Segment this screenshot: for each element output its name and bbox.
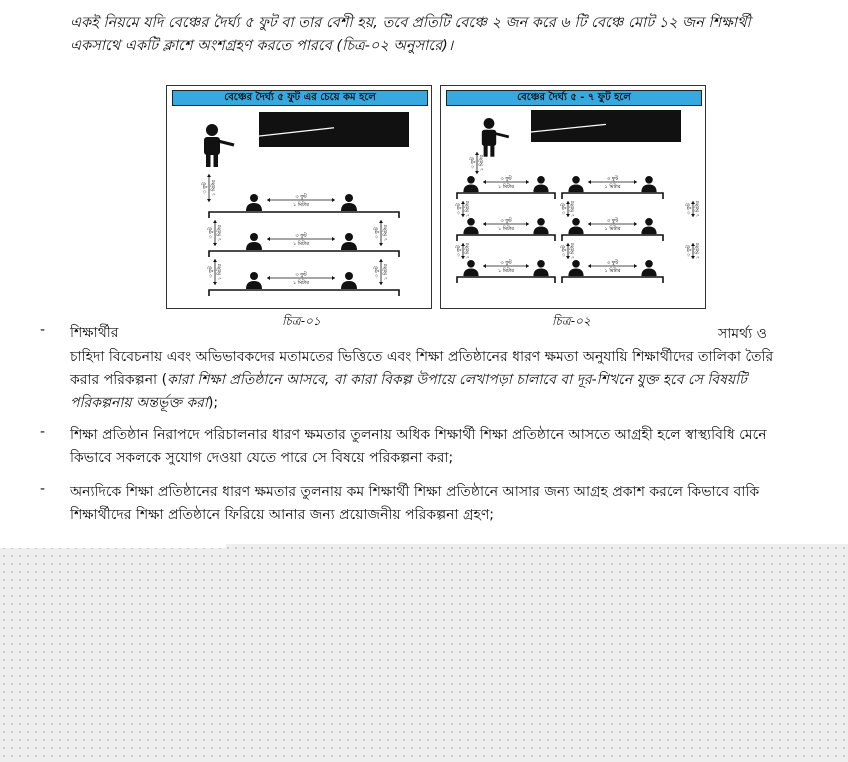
page-edge <box>0 544 226 548</box>
teacher-leg-icon <box>214 154 219 167</box>
teacher-leg-icon <box>490 145 494 157</box>
distance-label-ft: ৩ ফুট <box>500 176 512 182</box>
student-head-icon <box>467 176 475 184</box>
student-body-icon <box>533 227 548 235</box>
bench-icon <box>209 290 399 296</box>
teacher-leg-icon <box>206 154 211 167</box>
distance-label-ft: ৩ ফুট <box>295 233 307 239</box>
distance-label-m: ১ মিটার <box>217 264 223 280</box>
student-head-icon <box>645 218 653 226</box>
student-head-icon <box>345 194 353 202</box>
distance-label-m: ১ মিটার <box>383 225 389 241</box>
distance-label-m: ১ মিটার <box>498 268 514 274</box>
student-body-icon <box>341 281 357 289</box>
distance-label-ft: ৩ ফুট <box>295 272 307 278</box>
teacher-head-icon <box>206 124 218 136</box>
student-body-icon <box>463 185 478 193</box>
student-body-icon <box>641 185 656 193</box>
bullet-1-end: ); <box>207 395 219 411</box>
student-head-icon <box>537 260 545 268</box>
student-head-icon <box>250 194 258 202</box>
distance-label-m: ১ মিটার <box>293 280 309 286</box>
student-body-icon <box>463 269 478 277</box>
figure-2-caption: চিত্র-০২ <box>552 314 591 328</box>
figure-1 <box>166 85 432 309</box>
student-body-icon <box>246 203 262 211</box>
distance-label-ft: ৩ ফুট <box>374 227 380 239</box>
blackboard-icon <box>531 110 681 142</box>
distance-label-m: ১ মিটার <box>479 155 485 171</box>
distance-label-ft: ৩ ফুট <box>500 218 512 224</box>
figure-2-title: বেঞ্চের দৈর্ঘ্য ৫ - ৭ ফুট হলে <box>446 90 702 106</box>
teacher-arm-icon <box>494 133 508 137</box>
distance-label-m: ১ মিটার <box>695 201 701 217</box>
distance-label-m: ১ মিটার <box>570 243 576 259</box>
blackboard-icon <box>259 112 409 147</box>
distance-label-ft: ৩ ফুট <box>606 176 619 182</box>
bench-icon <box>457 277 555 283</box>
teacher-body-icon <box>482 130 496 146</box>
student-body-icon <box>341 203 357 211</box>
distance-label-m: ১ মিটার <box>604 184 621 190</box>
student-body-icon <box>568 269 583 277</box>
student-body-icon <box>533 269 548 277</box>
student-head-icon <box>250 233 258 241</box>
distance-label-ft: ৩ ফুট <box>686 245 692 257</box>
bullet-dash: - <box>40 424 46 440</box>
distance-label-ft: ৩ ফুট <box>500 260 512 266</box>
distance-label-ft: ৩ ফুট <box>208 227 214 239</box>
student-body-icon <box>568 185 583 193</box>
distance-label-m: ১ মিটার <box>465 243 471 259</box>
student-head-icon <box>537 218 545 226</box>
distance-label-ft: ৩ ফুট <box>208 266 214 278</box>
teacher-arm-icon <box>218 141 234 145</box>
figure-2 <box>440 85 706 309</box>
student-head-icon <box>572 260 580 268</box>
student-body-icon <box>641 269 656 277</box>
bullet-dash: - <box>40 322 46 338</box>
bullet-1-start: শিক্ষার্থীর <box>70 325 119 341</box>
bench-icon <box>209 212 399 218</box>
figure-1-caption: চিত্র-০১ <box>282 314 321 328</box>
distance-label-ft: ৩ ফুট <box>202 182 208 194</box>
distance-label-m: ১ মিটার <box>465 201 471 217</box>
student-body-icon <box>341 242 357 250</box>
student-head-icon <box>572 218 580 226</box>
distance-label-m: ১ মিটার <box>604 226 621 232</box>
student-head-icon <box>572 176 580 184</box>
distance-label-m: ১ মিটার <box>217 225 223 241</box>
intro-paragraph: একই নিয়মে যদি বেঞ্চের দৈর্ঘ্য ৫ ফুট বা তার বেশী হয়, তবে প্রতিটি বেঞ্চে ২ জন করে ৬ টি বেঞ্চে মোট ১২ জন শিক্ষার্থী একসাথে একটি ক্লাশে অংশগ্রহণ করতে পারবে (চিত্র-০২ অনুসারে)। <box>70 15 751 54</box>
distance-label-m: ১ মিটার <box>293 241 309 247</box>
teacher-head-icon <box>484 118 495 129</box>
distance-label-m: ১ মিটার <box>383 264 389 280</box>
teacher-body-icon <box>204 137 220 155</box>
bench-icon <box>562 277 663 283</box>
distance-label-m: ১ মিটার <box>498 184 514 190</box>
distance-label-m: ১ মিটার <box>604 268 621 274</box>
student-head-icon <box>345 272 353 280</box>
bullet-1-text <box>70 346 782 415</box>
distance-label-ft: ৩ ফুট <box>456 203 462 215</box>
student-head-icon <box>645 260 653 268</box>
bullet-2-text: শিক্ষা প্রতিষ্ঠান নিরাপদে পরিচালনার ধারণ ক্ষমতার তুলনায় অধিক শিক্ষার্থী শিক্ষা প্রতিষ্ঠানে আসতে আগ্রহী হলে স্বাস্থ্যবিধি মেনে কিভাবে সকলকে সুযোগ দেওয়া যেতে পারে সে বিষয়ে পরিকল্পনা করা; <box>70 427 767 466</box>
distance-label-m: ১ মিটার <box>570 201 576 217</box>
student-body-icon <box>568 227 583 235</box>
teacher-leg-icon <box>484 145 488 157</box>
student-head-icon <box>467 218 475 226</box>
distance-label-ft: ৩ ফুট <box>470 157 476 169</box>
bullet-dash: - <box>40 481 46 497</box>
student-body-icon <box>246 242 262 250</box>
bullet-1-right-words: সামর্থ্য ও <box>718 326 767 342</box>
student-head-icon <box>250 272 258 280</box>
student-head-icon <box>467 260 475 268</box>
distance-label-ft: ৩ ফুট <box>686 203 692 215</box>
student-body-icon <box>641 227 656 235</box>
student-body-icon <box>463 227 478 235</box>
figure-1-title: বেঞ্চের দৈর্ঘ্য ৫ ফুট এর চেয়ে কম হলে <box>172 90 428 106</box>
bullet-3-text: অন্যদিকে শিক্ষা প্রতিষ্ঠানের ধারণ ক্ষমতার তুলনায় কম শিক্ষার্থী শিক্ষা প্রতিষ্ঠানে আসার জন্য আগ্রহ প্রকাশ করলে কিভাবে বাকি শিক্ষার্থীদের শিক্ষা প্রতিষ্ঠানে ফিরিয়ে আনার জন্য প্রয়োজনীয় পরিকল্পনা গ্রহণ; <box>70 484 760 523</box>
distance-label-ft: ৩ ফুট <box>561 203 567 215</box>
distance-label-ft: ৩ ফুট <box>295 194 307 200</box>
student-head-icon <box>645 176 653 184</box>
student-head-icon <box>537 176 545 184</box>
distance-label-ft: ৩ ফুট <box>374 266 380 278</box>
bench-icon <box>562 235 663 241</box>
figure-1-diagram <box>167 106 431 306</box>
bench-icon <box>209 251 399 257</box>
distance-label-m: ১ মিটার <box>211 180 217 196</box>
bench-icon <box>457 193 555 199</box>
bullet-1-italic: কারা শিক্ষা প্রতিষ্ঠানে আসবে, বা কারা বিকল্প উপায়ে লেখাপড়া চালাবে বা দূর-শিখনে যুক্ত হবে সে বিষয়টি পরিকল্পনায় অন্তর্ভূক্ত করা <box>70 372 747 411</box>
distance-label-ft: ৩ ফুট <box>606 218 619 224</box>
student-head-icon <box>345 233 353 241</box>
distance-label-ft: ৩ ফুট <box>561 245 567 257</box>
distance-label-m: ১ মিটার <box>498 226 514 232</box>
student-body-icon <box>246 281 262 289</box>
bench-icon <box>562 193 663 199</box>
distance-label-ft: ৩ ফুট <box>456 245 462 257</box>
distance-label-m: ১ মিটার <box>293 202 309 208</box>
bullet-1-body: চাহিদা বিবেচনায় এবং অভিভাবকদের মতামতের ভিত্তিতে এবং শিক্ষা প্রতিষ্ঠানের ধারণ ক্ষমতা অনুযায়ি শিক্ষার্থীদের তালিকা তৈরি করার পরিকল্পনা ( <box>70 349 774 388</box>
distance-label-ft: ৩ ফুট <box>606 260 619 266</box>
distance-label-m: ১ মিটার <box>695 243 701 259</box>
student-body-icon <box>533 185 548 193</box>
figure-2-diagram <box>441 106 705 306</box>
bench-icon <box>457 235 555 241</box>
